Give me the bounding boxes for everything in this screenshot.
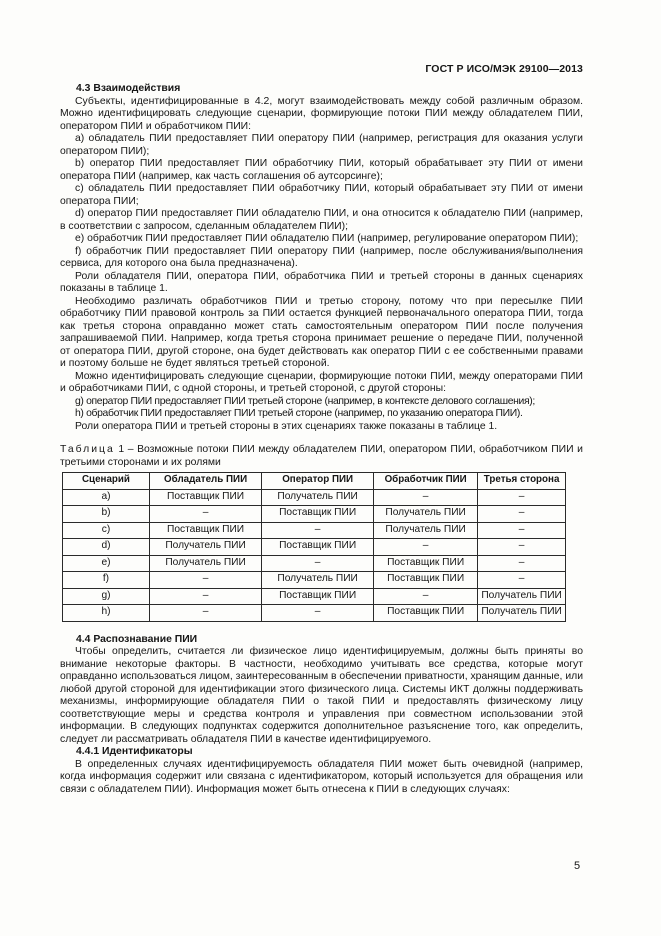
- table-caption-text: 1 – Возможные потоки ПИИ между обладателем ПИИ, оператором ПИИ, обработчиком ПИИ и третьими сторонами и их ролями: [60, 444, 583, 468]
- table-cell: –: [478, 555, 566, 572]
- table-row: [63, 605, 566, 622]
- table-header-row: [63, 473, 566, 490]
- section-4-4-1-heading: 4.4.1 Идентификаторы: [76, 746, 193, 757]
- roles-note: Роли обладателя ПИИ, оператора ПИИ, обработчика ПИИ и третьей стороны в данных сценариях показаны в таблице 1.: [60, 270, 583, 294]
- table-cell: Поставщик ПИИ: [262, 539, 374, 556]
- table-cell: –: [478, 572, 566, 589]
- table-cell: –: [374, 489, 478, 506]
- table-cell: Получатель ПИИ: [149, 555, 261, 572]
- table-cell: –: [478, 522, 566, 539]
- list-item: g) оператор ПИИ предоставляет ПИИ третьей стороне (например, в контексте делового соглашения);: [75, 395, 535, 407]
- table-cell: Поставщик ПИИ: [262, 506, 374, 523]
- table-cell: Поставщик ПИИ: [149, 489, 261, 506]
- table-cell: h): [63, 605, 150, 622]
- table-cell: –: [478, 506, 566, 523]
- col-header-pii-controller: Оператор ПИИ: [262, 473, 374, 490]
- list-item: f) обработчик ПИИ предоставляет ПИИ оператору ПИИ (например, после обслуживания/выполнения сервиса, для которого она была предназначена).: [60, 245, 583, 269]
- table-cell: Получатель ПИИ: [478, 605, 566, 622]
- table-cell: –: [478, 489, 566, 506]
- list-item: a) обладатель ПИИ предоставляет ПИИ оператору ПИИ (например, регистрация для оказания услуги оператором ПИИ);: [60, 133, 583, 157]
- pii-flows-table: [62, 472, 566, 622]
- table-cell: –: [478, 539, 566, 556]
- list-item: d) оператор ПИИ предоставляет ПИИ обладателю ПИИ, и она относится к обладателю ПИИ (например, в соответствии с запросом, сделанным обладателем ПИИ);: [60, 208, 583, 232]
- table-cell: Получатель ПИИ: [262, 572, 374, 589]
- section-4-4-heading: 4.4 Распознавание ПИИ: [76, 633, 198, 645]
- table-cell: e): [63, 555, 150, 572]
- table-row: [63, 539, 566, 556]
- table-cell: –: [149, 605, 261, 622]
- table-cell: d): [63, 539, 150, 556]
- table-cell: Поставщик ПИИ: [149, 522, 261, 539]
- table-cell: –: [262, 522, 374, 539]
- table-cell: –: [374, 539, 478, 556]
- table-caption-label: Таблица: [60, 444, 115, 455]
- page-number: 5: [574, 860, 581, 872]
- page-body: [60, 83, 583, 796]
- table-row: [63, 506, 566, 523]
- table-cell: Поставщик ПИИ: [374, 572, 478, 589]
- col-header-third-party: Третья сторона: [478, 473, 566, 490]
- section-4-3-heading: 4.3 Взаимодействия: [76, 83, 181, 94]
- table-cell: Поставщик ПИИ: [262, 588, 374, 605]
- third-party-paragraph: Необходимо различать обработчиков ПИИ и третью сторону, потому что при пересылке ПИИ обработчику ПИИ правовой контроль за ПИИ остается функцией первоначального оператора ПИИ, тогда как третья сторона оправданно может стать самостоятельным оператором ПИИ после получения запрашиваемой ПИИ. Например, когда третья сторона принимает решение о передаче ПИИ, полученной от оператора ПИИ, другой стороне, она будет действовать как оператор ПИИ с ее собственными правами и поэтому больше не будет являться третьей стороной.: [60, 295, 583, 369]
- list-item: b) оператор ПИИ предоставляет ПИИ обработчику ПИИ, который обрабатывает эту ПИИ от имени оператора ПИИ (например, как часть соглашения об аутсорсинге);: [60, 158, 583, 182]
- section-4-3-intro: Субъекты, идентифицированные в 4.2, могут взаимодействовать между собой различным образом. Можно идентифицировать следующие сценарии, формирующие потоки ПИИ между обладателем ПИИ, оператором ПИИ и обработчиком ПИИ:: [60, 95, 583, 132]
- table-cell: Поставщик ПИИ: [374, 555, 478, 572]
- table-row: [63, 555, 566, 572]
- roles-note-2: Роли оператора ПИИ и третьей стороны в этих сценариях также показаны в таблице 1.: [75, 420, 498, 432]
- table-cell: Получатель ПИИ: [262, 489, 374, 506]
- table-cell: –: [149, 572, 261, 589]
- table-cell: –: [262, 555, 374, 572]
- table-cell: a): [63, 489, 150, 506]
- col-header-scenario: Сценарий: [63, 473, 150, 490]
- table-cell: –: [149, 588, 261, 605]
- col-header-pii-processor: Обработчик ПИИ: [374, 473, 478, 490]
- table-row: [63, 588, 566, 605]
- table-cell: g): [63, 588, 150, 605]
- table-row: [63, 522, 566, 539]
- table-cell: Получатель ПИИ: [478, 588, 566, 605]
- table-cell: b): [63, 506, 150, 523]
- table-cell: –: [374, 588, 478, 605]
- table-cell: –: [149, 506, 261, 523]
- table-cell: Поставщик ПИИ: [374, 605, 478, 622]
- table-cell: f): [63, 572, 150, 589]
- table-cell: Получатель ПИИ: [149, 539, 261, 556]
- list-item: c) обладатель ПИИ предоставляет ПИИ обработчику ПИИ, который обрабатывает эту ПИИ от имени оператора ПИИ;: [60, 183, 583, 207]
- table-row: [63, 489, 566, 506]
- list-item: e) обработчик ПИИ предоставляет ПИИ обладателю ПИИ (например, регулирование оператором ПИИ);: [75, 233, 579, 244]
- list-item: h) обработчик ПИИ предоставляет ПИИ третьей стороне (например, по указанию оператора ПИИ).: [75, 408, 523, 419]
- table-row: [63, 572, 566, 589]
- col-header-pii-principal: Обладатель ПИИ: [149, 473, 261, 490]
- table-cell: Получатель ПИИ: [374, 522, 478, 539]
- table-cell: c): [63, 522, 150, 539]
- table-cell: –: [262, 605, 374, 622]
- table-cell: Получатель ПИИ: [374, 506, 478, 523]
- table-caption: [60, 444, 583, 469]
- extra-scenarios-intro: Можно идентифицировать следующие сценарии, формирующие потоки ПИИ, между операторами ПИИ и обработчиками ПИИ, с одной стороны, и третьей стороной, с другой стороны:: [60, 370, 583, 394]
- document-code: ГОСТ Р ИСО/МЭК 29100—2013: [425, 63, 583, 75]
- section-4-4-1-paragraph: В определенных случаях идентифицируемость обладателя ПИИ может быть очевидной (например, когда информация содержит или связана с идентификатором, который используется для обращения или связи с обладателем ПИИ). Информация может быть отнесена к ПИИ в следующих случаях:: [60, 758, 583, 795]
- section-4-4-paragraph: Чтобы определить, считается ли физическое лицо идентифицируемым, должны быть приняты во внимание некоторые факторы. В частности, необходимо учитывать все средства, которые могут оправданно использоваться лицом, заинтересованным в обеспечении приватности, хранящим данные, или любой другой стороной для идентификации этого физического лица. Системы ИКТ должны поддерживать механизмы, информирующие обладателя ПИИ о такой ПИИ и предоставлять физическому лицу соответствующие меры и средства контроля и управления при совместном использовании этой информации. В следующих подпунктах содержится дополнительное разъяснение того, как определить, следует ли рассматривать обладателя ПИИ в качестве идентифицируемого.: [60, 646, 583, 745]
